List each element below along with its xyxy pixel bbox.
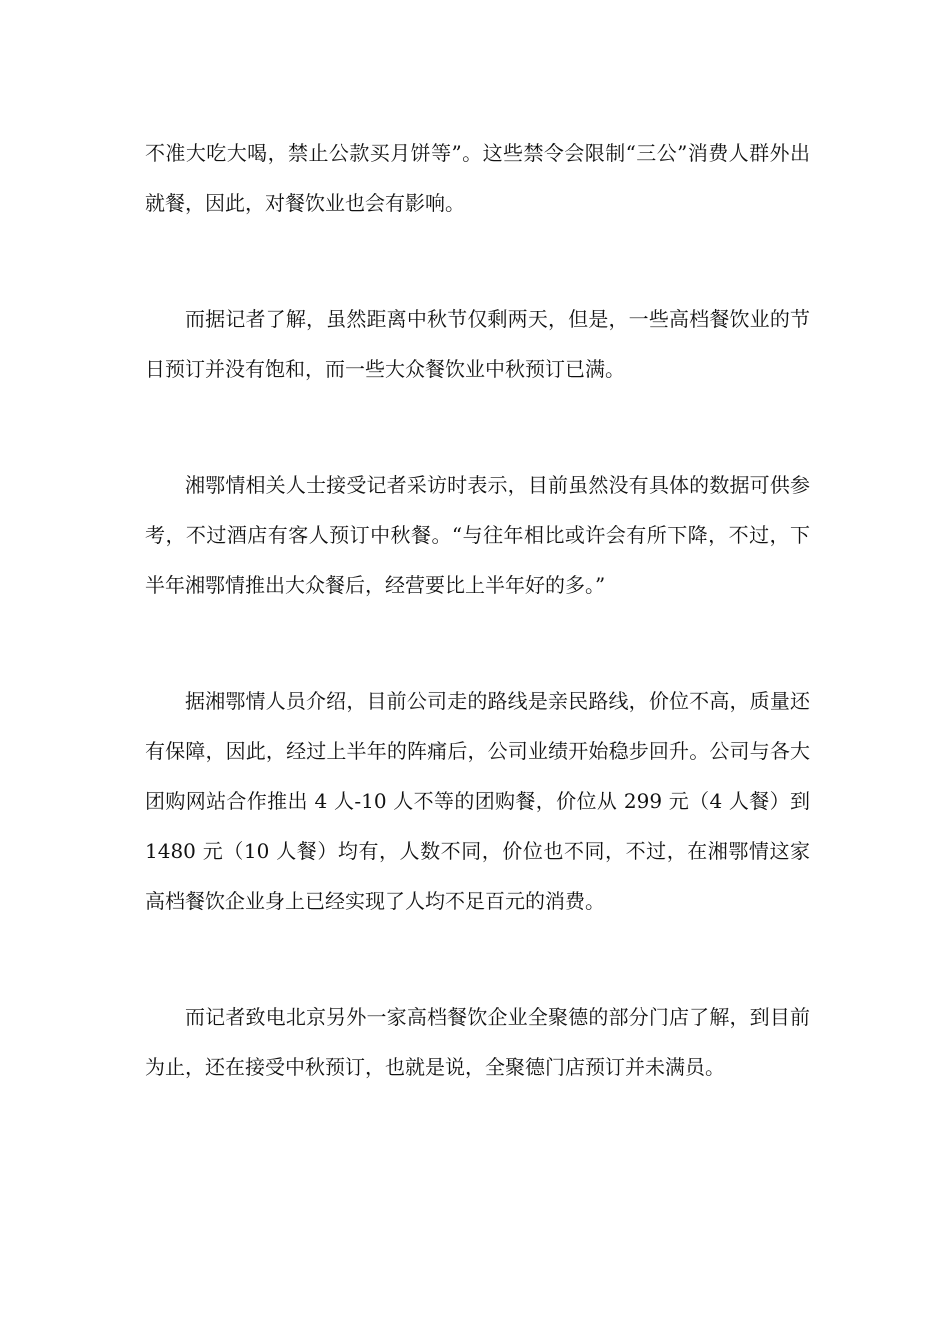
paragraph-3: 湘鄂情相关人士接受记者采访时表示，目前虽然没有具体的数据可供参考，不过酒店有客人预订中秋餐。“与往年相比或许会有所下降，不过，下半年湘鄂情推出大众餐后，经营要比上半年好的多。” bbox=[145, 473, 810, 597]
document-body bbox=[145, 128, 810, 1092]
paragraph-2: 而据记者了解，虽然距离中秋节仅剩两天，但是，一些高档餐饮业的节日预订并没有饱和，而一些大众餐饮业中秋预订已满。 bbox=[145, 307, 810, 381]
paragraph-1: 不准大吃大喝，禁止公款买月饼等”。这些禁令会限制“三公”消费人群外出就餐，因此，对餐饮业也会有影响。 bbox=[145, 141, 810, 215]
paragraph-4: 据湘鄂情人员介绍，目前公司走的路线是亲民路线，价位不高，质量还有保障，因此，经过上半年的阵痛后，公司业绩开始稳步回升。公司与各大团购网站合作推出 4 人-10 人不等的团购餐，价位从 299 元（4 人餐）到 1480 元（10 人餐）均有，人数不同，价位也不同，不过，在湘鄂情这家高档餐饮企业身上已经实现了人均不足百元的消费。 bbox=[145, 689, 810, 913]
paragraph-5: 而记者致电北京另外一家高档餐饮企业全聚德的部分门店了解，到目前为止，还在接受中秋预订，也就是说，全聚德门店预订并未满员。 bbox=[145, 1005, 810, 1079]
